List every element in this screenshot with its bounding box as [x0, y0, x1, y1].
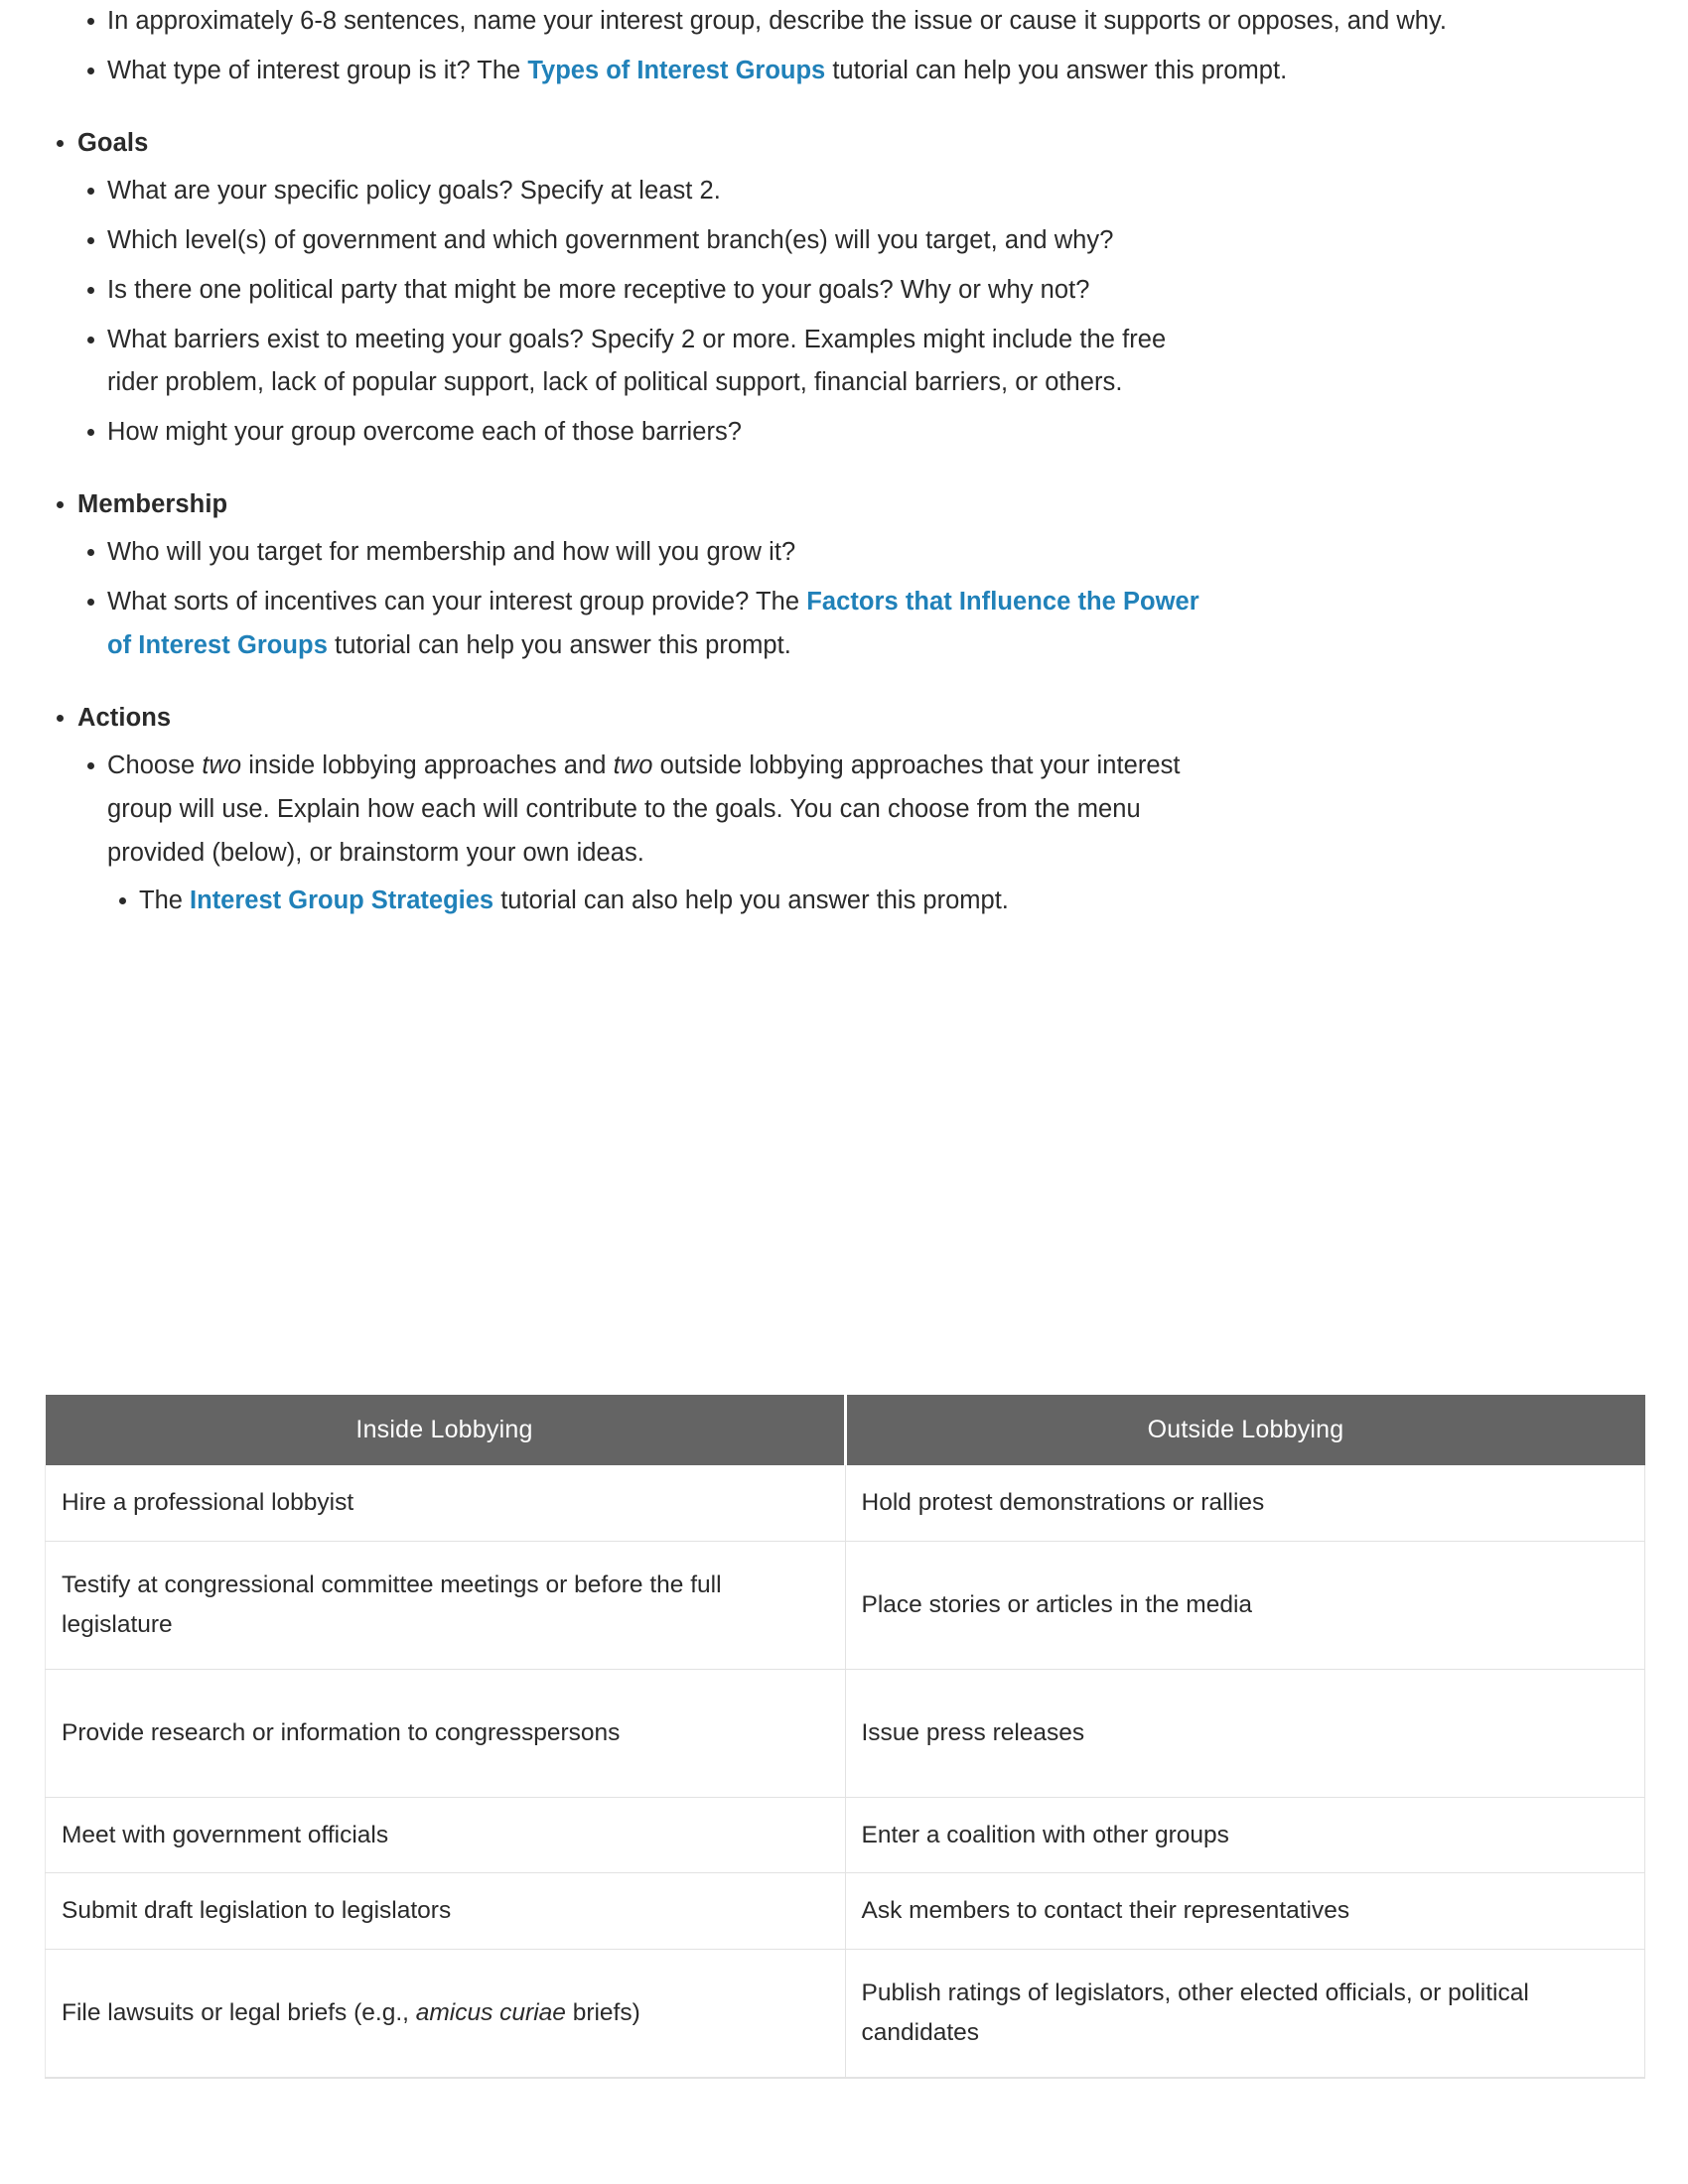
section-item [107, 170, 1688, 213]
section-list [0, 123, 1688, 455]
emphasis-text: two [613, 751, 653, 780]
bullet-text: Which level(s) of government and which government branch(es) will you target, and why? [107, 219, 1209, 263]
intro-bullet-item [107, 50, 1688, 93]
intro-bullet-list [0, 0, 1688, 93]
table-body [46, 1465, 1645, 2078]
cell-outside-lobbying: Place stories or articles in the media [845, 1541, 1645, 1669]
section-item [107, 531, 1688, 575]
bullet-text: What barriers exist to meeting your goals? Specify 2 or more. Examples might include the free rider problem, lack of popular support, lack of political support, financial barriers, or others. [107, 319, 1209, 406]
tutorial-link[interactable]: Factors that Influence the Power of Interest Groups [107, 588, 1199, 660]
cell-inside-lobbying: Provide research or information to congresspersons [46, 1669, 846, 1797]
intro-bullet-item [107, 0, 1688, 44]
tutorial-link[interactable]: Interest Group Strategies [190, 886, 494, 914]
table-row [46, 1873, 1645, 1950]
cell-outside-lobbying: Hold protest demonstrations or rallies [845, 1465, 1645, 1541]
table-row [46, 1465, 1645, 1541]
section-item [107, 319, 1688, 406]
column-header-inside-lobbying: Inside Lobbying [46, 1395, 846, 1465]
cell-outside-lobbying: Publish ratings of legislators, other elected officials, or political candidates [845, 1950, 1645, 2079]
table-row [46, 1950, 1645, 2079]
section-item [107, 411, 1688, 455]
table-row [46, 1541, 1645, 1669]
table-row [46, 1669, 1645, 1797]
section-heading: Membership [77, 484, 1688, 525]
bullet-text: Choose two inside lobbying approaches and two outside lobbying approaches that your interest group will use. Explain how each will contribute to the goals. You can choose from the menu provided (below), or brainstorm your own ideas. [107, 745, 1209, 876]
section-list [0, 698, 1688, 923]
bullet-text: In approximately 6-8 sentences, name your interest group, describe the issue or cause it supports or opposes, and why. [107, 0, 1517, 44]
cell-inside-lobbying: File lawsuits or legal briefs (e.g., amicus curiae briefs) [46, 1950, 846, 2079]
section-heading: Goals [77, 123, 1688, 164]
section-subitem-list [107, 880, 1688, 923]
bullet-text: Who will you target for membership and how will you grow it? [107, 531, 1209, 575]
table-header-row [46, 1395, 1645, 1465]
table-row [46, 1797, 1645, 1873]
section-item [107, 745, 1688, 922]
section-item [107, 269, 1688, 313]
column-header-outside-lobbying: Outside Lobbying [845, 1395, 1645, 1465]
emphasis-text: two [202, 751, 242, 780]
sections-container [0, 123, 1688, 923]
emphasis-text: amicus curiae [415, 1999, 566, 2027]
bullet-text: Is there one political party that might be more receptive to your goals? Why or why not? [107, 269, 1209, 313]
section-item [107, 219, 1688, 263]
section-actions [0, 698, 1688, 923]
section-membership [0, 484, 1688, 668]
section-heading-item [77, 698, 1688, 923]
cell-outside-lobbying: Ask members to contact their representatives [845, 1873, 1645, 1950]
bullet-text: What are your specific policy goals? Specify at least 2. [107, 170, 1209, 213]
section-list [0, 484, 1688, 668]
lobbying-approaches-table [45, 1395, 1645, 2079]
cell-inside-lobbying: Submit draft legislation to legislators [46, 1873, 846, 1950]
bullet-text: The Interest Group Strategies tutorial can also help you answer this prompt. [139, 880, 1231, 923]
lobbying-approaches-table-wrapper [45, 1395, 1645, 2079]
section-item [107, 581, 1688, 668]
section-item-list [77, 531, 1688, 668]
section-heading: Actions [77, 698, 1688, 739]
section-item-list [77, 170, 1688, 455]
section-goals [0, 123, 1688, 455]
bullet-text: What type of interest group is it? The Types of Interest Groups tutorial can help you answer this prompt. [107, 50, 1517, 93]
section-heading-item [77, 484, 1688, 668]
cell-outside-lobbying: Enter a coalition with other groups [845, 1797, 1645, 1873]
section-item-list [77, 745, 1688, 922]
section-subitem [139, 880, 1688, 923]
cell-inside-lobbying: Meet with government officials [46, 1797, 846, 1873]
cell-inside-lobbying: Testify at congressional committee meetings or before the full legislature [46, 1541, 846, 1669]
tutorial-link[interactable]: Types of Interest Groups [527, 56, 826, 84]
section-heading-item [77, 123, 1688, 455]
bullet-text: How might your group overcome each of those barriers? [107, 411, 1209, 455]
bullet-text: What sorts of incentives can your interest group provide? The Factors that Influence the Power of Interest Groups tutorial can help you answer this prompt. [107, 581, 1209, 668]
cell-inside-lobbying: Hire a professional lobbyist [46, 1465, 846, 1541]
cell-outside-lobbying: Issue press releases [845, 1669, 1645, 1797]
table-head [46, 1395, 1645, 1465]
